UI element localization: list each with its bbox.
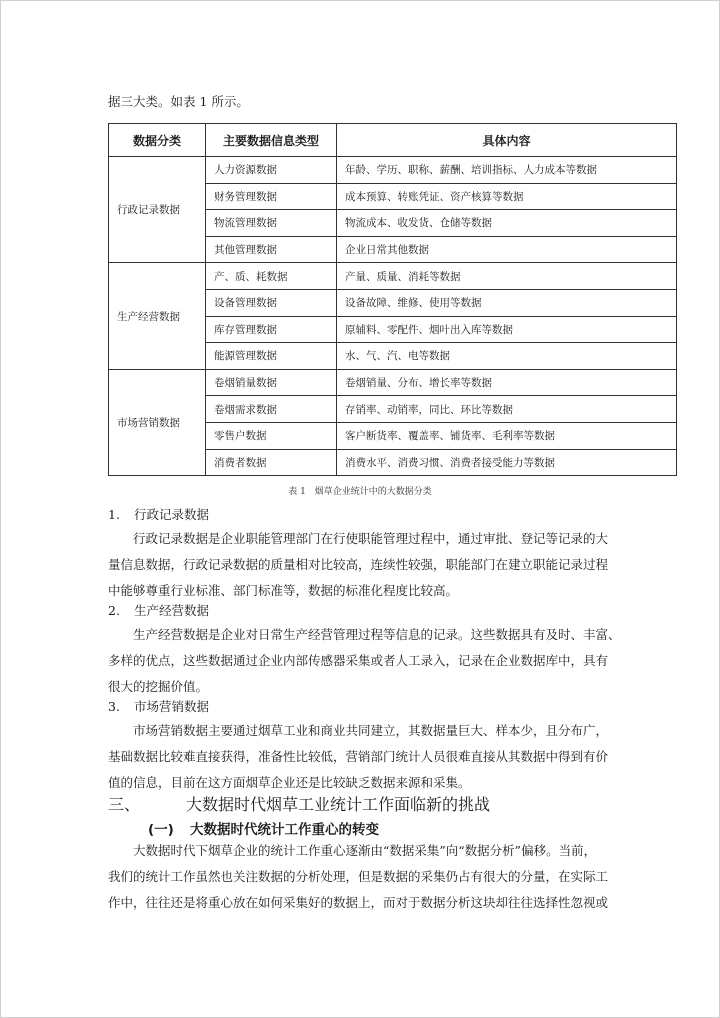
content-cell: 客户断货率、覆盖率、铺货率、毛利率等数据 — [337, 422, 677, 449]
type-cell: 产、质、耗数据 — [206, 263, 337, 290]
type-cell: 卷烟销量数据 — [206, 369, 337, 396]
type-cell: 其他管理数据 — [206, 236, 337, 263]
section-paragraph-2 — [108, 622, 680, 700]
content-cell: 企业日常其他数据 — [337, 236, 677, 263]
paragraph-line: 我们的统计工作虽然也关注数据的分析处理，但是数据的采集仍占有很大的分量，在实际工 — [108, 869, 609, 884]
content-cell: 物流成本、收发货、仓储等数据 — [337, 210, 677, 237]
chapter-title: 大数据时代烟草工业统计工作面临新的挑战 — [186, 795, 491, 814]
subsection-heading — [148, 818, 379, 838]
type-cell: 卷烟需求数据 — [206, 396, 337, 423]
section-heading-2 — [108, 601, 209, 619]
table-row — [109, 369, 677, 396]
type-cell: 消费者数据 — [206, 449, 337, 476]
section-paragraph-1 — [108, 526, 680, 604]
type-cell: 人力资源数据 — [206, 157, 337, 184]
type-cell: 零售户数据 — [206, 422, 337, 449]
chapter-number: 三、 — [108, 795, 141, 814]
chapter-heading — [108, 792, 490, 815]
content-cell: 成本预算、转账凭证、资产核算等数据 — [337, 183, 677, 210]
type-cell: 库存管理数据 — [206, 316, 337, 343]
data-classification-table — [108, 123, 677, 476]
content-cell: 年龄、学历、职称、薪酬、培训指标、人力成本等数据 — [337, 157, 677, 184]
section-number: 1. — [108, 507, 120, 522]
section-heading-3 — [108, 697, 209, 715]
section-title: 市场营销数据 — [134, 699, 210, 714]
content-cell: 设备故障、维修、使用等数据 — [337, 289, 677, 316]
paragraph-line: 多样的优点，这些数据通过企业内部传感器采集或者人工录入，记录在企业数据库中，具有 — [108, 653, 609, 668]
paragraph-line: 值的信息，目前在这方面烟草企业还是比较缺乏数据来源和采集。 — [108, 775, 471, 790]
header-category: 数据分类 — [109, 124, 206, 157]
table-row — [109, 157, 677, 184]
paragraph-line: 作中，往往还是将重心放在如何采集好的数据上，而对于数据分析这块却往往选择性忽视或 — [108, 895, 609, 910]
type-cell: 设备管理数据 — [206, 289, 337, 316]
section-heading-1 — [108, 505, 209, 523]
header-type: 主要数据信息类型 — [206, 124, 337, 157]
table-header-row — [109, 124, 677, 157]
final-paragraph — [108, 838, 680, 916]
section-paragraph-3 — [108, 718, 680, 796]
intro-text: 据三大类。如表 1 所示。 — [108, 94, 249, 109]
category-cell: 市场营销数据 — [109, 369, 206, 475]
subsection-number: (一) — [148, 822, 174, 838]
content-cell: 卷烟销量、分布、增长率等数据 — [337, 369, 677, 396]
content-cell: 消费水平、消费习惯、消费者接受能力等数据 — [337, 449, 677, 476]
type-cell: 财务管理数据 — [206, 183, 337, 210]
category-cell: 生产经营数据 — [109, 263, 206, 369]
paragraph-line: 市场营销数据主要通过烟草工业和商业共同建立，其数据量巨大、样本少，且分布广， — [108, 723, 609, 738]
header-content: 具体内容 — [337, 124, 677, 157]
section-title: 行政记录数据 — [134, 507, 210, 522]
paragraph-line: 量信息数据，行政记录数据的质量相对比较高，连续性较强，职能部门在建立职能记录过程 — [108, 557, 609, 572]
paragraph-line: 很大的挖掘价值。 — [108, 679, 209, 694]
section-number: 2. — [108, 603, 120, 618]
subsection-title: 大数据时代统计工作重心的转变 — [190, 822, 379, 838]
category-cell: 行政记录数据 — [109, 157, 206, 263]
content-cell: 产量、质量、消耗等数据 — [337, 263, 677, 290]
table-row — [109, 263, 677, 290]
type-cell: 物流管理数据 — [206, 210, 337, 237]
paragraph-line: 基础数据比较难直接获得，准备性比较低，营销部门统计人员很难直接从其数据中得到有价 — [108, 749, 609, 764]
paragraph-line: 中能够尊重行业标准、部门标准等，数据的标准化程度比较高。 — [108, 583, 459, 598]
content-cell: 存销率、动销率，同比、环比等数据 — [337, 396, 677, 423]
table-caption: 表 1 烟草企业统计中的大数据分类 — [288, 487, 432, 497]
paragraph-line: 生产经营数据是企业对日常生产经营管理过程等信息的记录。这些数据具有及时、丰富、 — [108, 627, 621, 642]
section-title: 生产经营数据 — [134, 603, 210, 618]
type-cell: 能源管理数据 — [206, 343, 337, 370]
content-cell: 水、气、汽、电等数据 — [337, 343, 677, 370]
section-number: 3. — [108, 699, 120, 714]
paragraph-line: 行政记录数据是企业职能管理部门在行使职能管理过程中，通过审批、登记等记录的大 — [108, 531, 609, 546]
content-cell: 原辅料、零配件、烟叶出入库等数据 — [337, 316, 677, 343]
paragraph-line: 大数据时代下烟草企业的统计工作重心逐渐由“数据采集”向“数据分析”偏移。当前， — [108, 843, 597, 858]
